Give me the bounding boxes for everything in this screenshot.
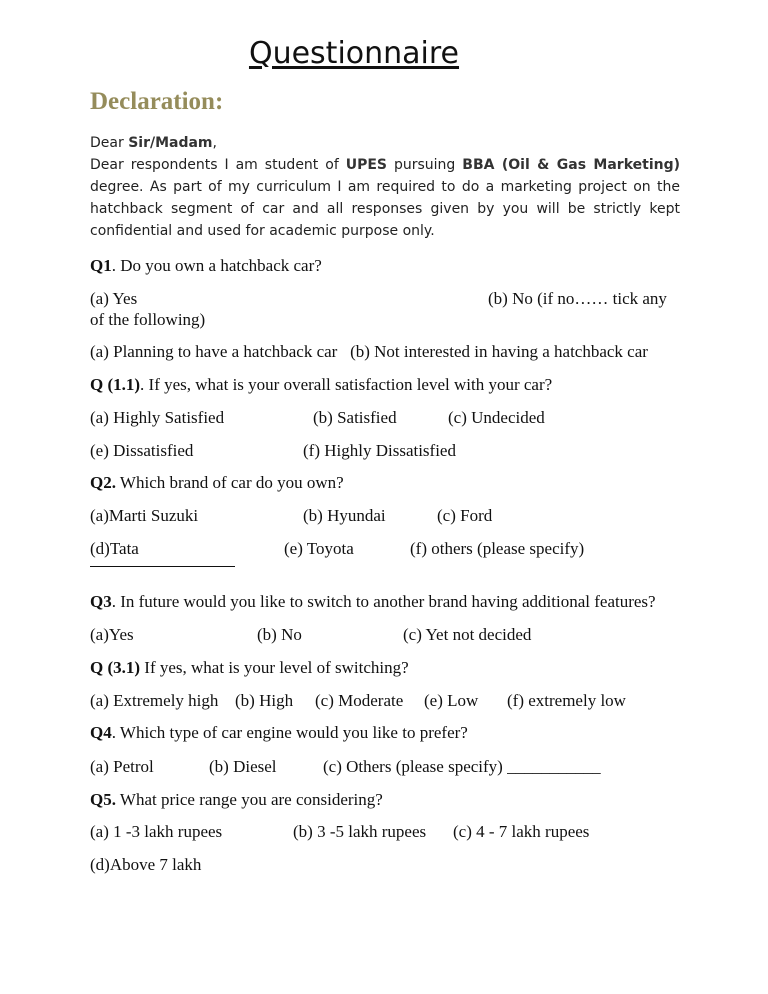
declaration-line-4: confidential and used for academic purpose only. [90,223,435,239]
question-number: Q (3.1) [90,658,141,677]
q4-option-a[interactable]: (a) Petrol [90,757,154,776]
question-number: Q5. [90,790,116,809]
salutation-prefix: Dear [90,135,129,151]
declaration-text-part: pursuing [387,157,463,173]
question-3 [90,592,656,612]
q1-sub-options[interactable]: (a) Planning to have a hatchback car (b) Not interested in having a hatchback car [90,342,648,361]
q2-specify-blank[interactable] [90,566,235,567]
q5-option-a[interactable]: (a) 1 -3 lakh rupees [90,822,223,841]
q3-1-option-f[interactable]: (f) extremely low [507,691,626,710]
question-5 [90,790,383,810]
q1-option-a[interactable]: (a) Yes [90,289,138,308]
q3-1-option-a[interactable]: (a) Extremely high [90,691,219,710]
declaration-text-part: Dear respondents I am student of [90,157,346,173]
q2-option-e[interactable]: (e) Toyota [284,539,354,558]
q3-1-option-e[interactable]: (e) Low [424,691,479,710]
declaration-line-3: hatchback segment of car and all responses given by you will be strictly kept [90,201,680,217]
question-text: If yes, what is your level of switching? [140,658,409,677]
declaration-heading: Declaration: [90,88,224,115]
q2-option-f[interactable]: (f) others (please specify) [410,539,585,558]
question-1-1 [90,375,552,395]
question-1 [90,256,322,276]
question-text: . In future would you like to switch to another brand having additional features? [111,592,656,611]
q3-1-option-b[interactable]: (b) High [235,691,294,710]
q2-option-a[interactable]: (a)Marti Suzuki [90,506,199,525]
question-text: . If yes, what is your overall satisfaction level with your car? [140,375,553,394]
salutation-name: Sir/Madam [128,135,213,151]
declaration-line-2: degree. As part of my curriculum I am required to do a marketing project on the [90,179,680,195]
q1-1-option-a[interactable]: (a) Highly Satisfied [90,408,225,427]
q3-1-option-c[interactable]: (c) Moderate [315,691,404,710]
q5-option-b[interactable]: (b) 3 -5 lakh rupees [293,822,427,841]
question-text: What price range you are considering? [115,790,383,809]
q3-option-c[interactable]: (c) Yet not decided [403,625,532,644]
question-number: Q3 [90,592,112,611]
salutation-suffix: , [212,135,217,151]
university-name: UPES [345,157,388,173]
q2-option-d[interactable]: (d)Tata [90,539,139,558]
q5-option-d[interactable]: (d)Above 7 lakh [90,855,202,874]
program-name: BBA (Oil & Gas Marketing) [462,157,681,173]
q4-option-b[interactable]: (b) Diesel [209,757,277,776]
question-2 [90,473,344,493]
q3-option-a[interactable]: (a)Yes [90,625,134,644]
q1-option-b-continued: of the following) [90,310,206,329]
q1-1-option-f[interactable]: (f) Highly Dissatisfied [303,441,456,460]
salutation [90,132,680,154]
q4-option-c[interactable]: (c) Others (please specify) ___________ [323,757,601,776]
question-number: Q1 [90,256,112,275]
question-3-1 [90,658,409,678]
page-title: Questionnaire [248,36,460,71]
declaration-line-1 [90,154,680,176]
q1-option-b[interactable]: (b) No (if no…… tick any [488,289,667,308]
question-4 [90,723,468,743]
q1-1-option-e[interactable]: (e) Dissatisfied [90,441,194,460]
question-text: Which brand of car do you own? [115,473,344,492]
q2-option-b[interactable]: (b) Hyundai [303,506,386,525]
declaration-text [90,132,680,242]
question-number: Q2. [90,473,116,492]
question-text: . Which type of car engine would you like to prefer? [111,723,468,742]
q5-option-c[interactable]: (c) 4 - 7 lakh rupees [453,822,590,841]
q1-1-option-c[interactable]: (c) Undecided [448,408,545,427]
question-number: Q4 [90,723,112,742]
q2-option-c[interactable]: (c) Ford [437,506,493,525]
question-number: Q (1.1) [90,375,141,394]
q3-option-b[interactable]: (b) No [257,625,302,644]
question-text: . Do you own a hatchback car? [111,256,322,275]
q1-1-option-b[interactable]: (b) Satisfied [313,408,397,427]
